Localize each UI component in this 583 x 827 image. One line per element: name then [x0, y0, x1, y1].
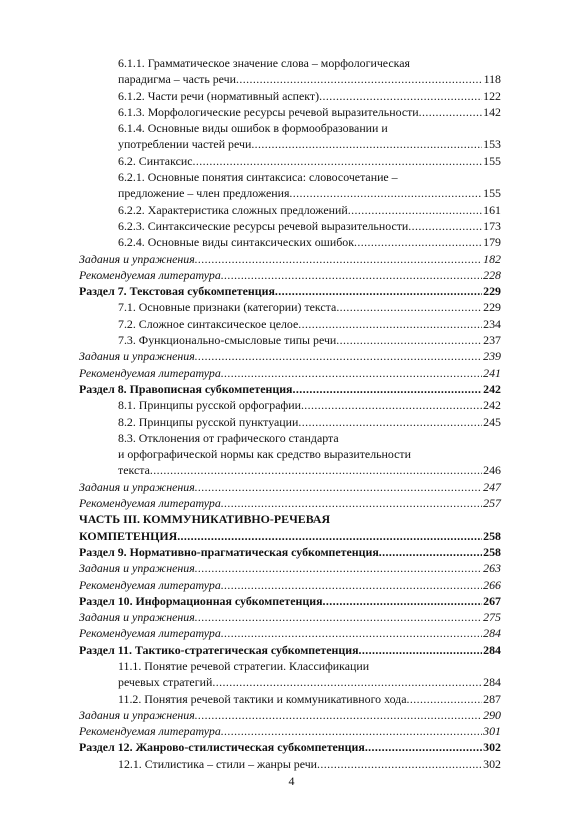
toc-entry-title: 8.1. Принципы русской орфографии: [118, 398, 301, 413]
toc-entry: [79, 495, 501, 511]
dot-leader: [212, 674, 482, 690]
dot-leader: [221, 723, 482, 739]
toc-entry-leader-line: [118, 397, 501, 413]
toc-entry-page-number: 258: [483, 528, 501, 543]
toc-entry: [79, 609, 501, 625]
toc-entry-leader-line: [118, 202, 501, 218]
toc-entry-leader-line: [79, 283, 501, 299]
toc-entry-leader-line: [79, 381, 501, 397]
toc-entry-title-line: 11.1. Понятие речевой стратегии. Классификации: [118, 658, 370, 673]
toc-entry-page-number: 302: [483, 740, 501, 755]
toc-entry-leader-line: [79, 723, 501, 739]
dot-leader: [319, 88, 482, 104]
dot-leader: [221, 267, 482, 283]
dot-leader: [407, 691, 483, 707]
toc-entry-leader-line: [118, 756, 501, 772]
toc-entry: [79, 120, 501, 153]
toc-entry-title: Раздел 7. Текстовая субкомпетенция: [79, 284, 275, 299]
toc-entry-page-number: 229: [483, 284, 501, 299]
toc-entry-title: Рекомендуемая литература: [79, 626, 221, 641]
toc-entry: [79, 756, 501, 772]
toc-entry-title-line: и орфографической нормы как средство выразительности: [118, 447, 411, 462]
toc-entry: [79, 577, 501, 593]
toc-entry-title: 7.1. Основные признаки (категории) текста: [118, 300, 337, 315]
toc-entry-leader-line: [79, 625, 501, 641]
toc-entry-leader-line: [118, 71, 501, 87]
toc-entry: [79, 560, 501, 576]
toc-entry-leader-line: [118, 234, 501, 250]
toc-entry-leader-line: [118, 299, 501, 315]
toc-entry-leader-line: [118, 218, 501, 234]
toc-entry-title: текста: [118, 463, 150, 478]
toc-entry: [79, 169, 501, 202]
dot-leader: [221, 495, 482, 511]
toc-entry-leader-line: [118, 316, 501, 332]
toc-entry-page-number: 122: [483, 88, 501, 103]
toc-entry-page-number: 246: [483, 463, 501, 478]
toc-entry-title: 6.2.3. Синтаксические ресурсы речевой выразительности: [118, 218, 409, 233]
dot-leader: [221, 577, 482, 593]
toc-entry-page-number: 229: [483, 300, 501, 315]
toc-entry-page-number: 228: [483, 267, 501, 282]
toc-entry-leader-line: [79, 560, 501, 576]
toc-entry-title: 6.1.3. Морфологические ресурсы речевой выразительности: [118, 104, 419, 119]
dot-leader: [195, 560, 482, 576]
toc-entry: [79, 479, 501, 495]
toc-entry-title-line: 6.1.1. Грамматическое значение слова – морфологическая: [118, 56, 410, 70]
toc-entry: [79, 707, 501, 723]
dot-leader: [195, 609, 482, 625]
dot-leader: [298, 316, 482, 332]
dot-leader: [379, 544, 482, 560]
toc-entry-title: Рекомендуемая литература: [79, 496, 221, 511]
table-of-contents: [79, 55, 501, 772]
toc-entry-leader-line: [79, 577, 501, 593]
toc-entry: [79, 234, 501, 250]
toc-entry: [79, 299, 501, 315]
toc-entry-leader-line: [79, 365, 501, 381]
toc-entry: [79, 332, 501, 348]
toc-entry-page-number: 302: [483, 756, 501, 771]
toc-entry-title: 8.2. Принципы русской пунктуации: [118, 414, 299, 429]
dot-leader: [419, 104, 482, 120]
dot-leader: [323, 593, 483, 609]
toc-entry-title: Задания и упражнения: [79, 349, 195, 364]
dot-leader: [408, 218, 482, 234]
toc-entry-page-number: 287: [483, 691, 501, 706]
dot-leader: [251, 136, 482, 152]
toc-entry: [79, 739, 501, 755]
toc-entry-leader-line: [118, 462, 501, 478]
toc-entry-leader-line: [118, 88, 501, 104]
toc-entry-title: 11.2. Понятия речевой тактики и коммуникативного хода: [118, 691, 407, 706]
toc-entry-page-number: 118: [483, 72, 501, 87]
toc-entry-page-number: 237: [483, 333, 501, 348]
toc-entry-title: Задания и упражнения: [79, 707, 195, 722]
toc-entry: [79, 283, 501, 299]
toc-entry-title: Раздел 12. Жанрово-стилистическая субкомпетенция: [79, 740, 365, 755]
toc-entry: [79, 104, 501, 120]
toc-entry-title: предложение – член предложения: [118, 186, 290, 201]
toc-entry-page-number: 241: [483, 365, 501, 380]
toc-entry: [79, 218, 501, 234]
toc-entry-title: 6.2. Синтаксис: [118, 153, 193, 168]
toc-entry-page-number: 266: [483, 577, 501, 592]
toc-entry-title: 7.3. Функционально-смысловые типы речи: [118, 333, 337, 348]
dot-leader: [292, 381, 482, 397]
toc-entry-title: Задания и упражнения: [79, 479, 195, 494]
toc-entry-page-number: 258: [483, 544, 501, 559]
toc-entry-title: Раздел 10. Информационная субкомпетенция: [79, 593, 323, 608]
toc-entry-page-number: 234: [483, 316, 501, 331]
toc-entry-page-number: 267: [483, 593, 501, 608]
toc-entry: [79, 430, 501, 479]
toc-entry-leader-line: [118, 332, 501, 348]
toc-entry-leader-line: [79, 739, 501, 755]
toc-entry-page-number: 245: [483, 414, 501, 429]
dot-leader: [150, 462, 482, 478]
dot-leader: [289, 185, 482, 201]
toc-entry-page-number: 239: [483, 349, 501, 364]
toc-entry-page-number: 142: [483, 104, 501, 119]
toc-entry-leader-line: [79, 495, 501, 511]
toc-entry-title: парадигма – часть речи: [118, 72, 237, 87]
dot-leader: [359, 642, 483, 658]
toc-entry-leader-line: [79, 609, 501, 625]
toc-entry-page-number: 284: [483, 642, 501, 657]
toc-entry-leader-line: [118, 136, 501, 152]
toc-entry-title: Рекомендуемая литература: [79, 267, 221, 282]
toc-entry: [79, 267, 501, 283]
toc-entry: [79, 55, 501, 88]
dot-leader: [354, 234, 482, 250]
toc-entry-page-number: 155: [483, 186, 501, 201]
toc-entry-title: Раздел 11. Тактико-стратегическая субкомпетенция: [79, 642, 359, 657]
toc-entry-title: Раздел 9. Нормативно-прагматическая субкомпетенция: [79, 544, 379, 559]
toc-entry: [79, 153, 501, 169]
dot-leader: [193, 153, 483, 169]
toc-entry-leader-line: [118, 414, 501, 430]
toc-entry-title: речевых стратегий: [118, 675, 213, 690]
toc-entry-page-number: 155: [483, 153, 501, 168]
toc-entry: [79, 365, 501, 381]
toc-entry-leader-line: [118, 104, 501, 120]
toc-entry: [79, 251, 501, 267]
toc-entry-leader-line: [79, 251, 501, 267]
toc-entry-title: Рекомендуемая литература: [79, 365, 221, 380]
dot-leader: [275, 283, 482, 299]
dot-leader: [195, 251, 482, 267]
dot-leader: [348, 202, 482, 218]
toc-entry-title: 12.1. Стилистика – стили – жанры речи: [118, 756, 318, 771]
toc-entry-page-number: 153: [483, 137, 501, 152]
toc-entry-title-line: 8.3. Отклонения от графического стандарта: [118, 430, 339, 445]
page-number: 4: [288, 774, 295, 788]
toc-entry-leader-line: [118, 185, 501, 201]
toc-entry-page-number: 179: [483, 235, 501, 250]
toc-entry: [79, 691, 501, 707]
toc-entry: [79, 397, 501, 413]
toc-entry: [79, 381, 501, 397]
toc-entry-leader-line: [79, 642, 501, 658]
dot-leader: [365, 739, 482, 755]
toc-entry-title: Рекомендуемая литература: [79, 577, 221, 592]
toc-entry-title: Задания и упражнения: [79, 251, 195, 266]
toc-entry: [79, 511, 501, 544]
dot-leader: [177, 528, 482, 544]
toc-entry-title: Рекомендуемая литература: [79, 724, 221, 739]
toc-entry: [79, 202, 501, 218]
toc-entry-title-line: 6.2.1. Основные понятия синтаксиса: словосочетание –: [118, 170, 398, 185]
toc-entry-page-number: 257: [483, 496, 501, 511]
toc-entry-page-number: 263: [483, 561, 501, 576]
toc-entry-title: КОМПЕТЕНЦИЯ: [79, 528, 178, 543]
toc-entry: [79, 642, 501, 658]
toc-entry-title: 6.2.2. Характеристика сложных предложений: [118, 202, 348, 217]
toc-entry-page-number: 247: [483, 479, 501, 494]
dot-leader: [336, 332, 482, 348]
toc-entry: [79, 723, 501, 739]
toc-entry-leader-line: [79, 544, 501, 560]
toc-entry: [79, 544, 501, 560]
toc-entry-page-number: 301: [483, 724, 501, 739]
toc-entry-title: Задания и упражнения: [79, 610, 195, 625]
toc-entry-leader-line: [118, 153, 501, 169]
toc-entry-leader-line: [79, 267, 501, 283]
dot-leader: [236, 71, 483, 87]
dot-leader: [301, 397, 482, 413]
toc-entry-title: 7.2. Сложное синтаксическое целое: [118, 316, 299, 331]
toc-entry-page-number: 284: [483, 626, 501, 641]
toc-entry-page-number: 173: [483, 218, 501, 233]
toc-entry-title-line: 6.1.4. Основные виды ошибок в формообразовании и: [118, 121, 388, 136]
toc-entry: [79, 658, 501, 691]
toc-entry-title-line: ЧАСТЬ III. КОММУНИКАТИВНО-РЕЧЕВАЯ: [79, 512, 331, 527]
toc-entry-leader-line: [118, 691, 501, 707]
toc-entry-leader-line: [79, 348, 501, 364]
toc-entry: [79, 316, 501, 332]
toc-entry-leader-line: [79, 593, 501, 609]
toc-entry-page-number: 161: [483, 202, 501, 217]
dot-leader: [195, 707, 482, 723]
dot-leader: [221, 625, 482, 641]
toc-entry-page-number: 242: [483, 398, 501, 413]
dot-leader: [221, 365, 482, 381]
toc-entry: [79, 593, 501, 609]
toc-entry-leader-line: [79, 528, 501, 544]
dot-leader: [298, 414, 482, 430]
toc-entry: [79, 625, 501, 641]
dot-leader: [195, 479, 482, 495]
toc-entry-page-number: 290: [483, 707, 501, 722]
toc-entry-leader-line: [79, 707, 501, 723]
dot-leader: [336, 299, 482, 315]
toc-entry-title: Раздел 8. Правописная субкомпетенция: [79, 381, 293, 396]
dot-leader: [195, 348, 482, 364]
toc-entry-title: употреблении частей речи: [118, 137, 252, 152]
toc-entry: [79, 348, 501, 364]
toc-entry-title: Задания и упражнения: [79, 561, 195, 576]
toc-entry-page-number: 275: [483, 610, 501, 625]
toc-entry: [79, 414, 501, 430]
toc-entry: [79, 88, 501, 104]
toc-entry-page-number: 284: [483, 675, 501, 690]
toc-entry-leader-line: [118, 674, 501, 690]
dot-leader: [317, 756, 482, 772]
toc-entry-title: 6.1.2. Части речи (нормативный аспект): [118, 88, 320, 103]
toc-entry-page-number: 242: [483, 381, 501, 396]
toc-entry-page-number: 182: [483, 251, 501, 266]
toc-entry-leader-line: [79, 479, 501, 495]
toc-entry-title: 6.2.4. Основные виды синтаксических ошибок: [118, 235, 354, 250]
